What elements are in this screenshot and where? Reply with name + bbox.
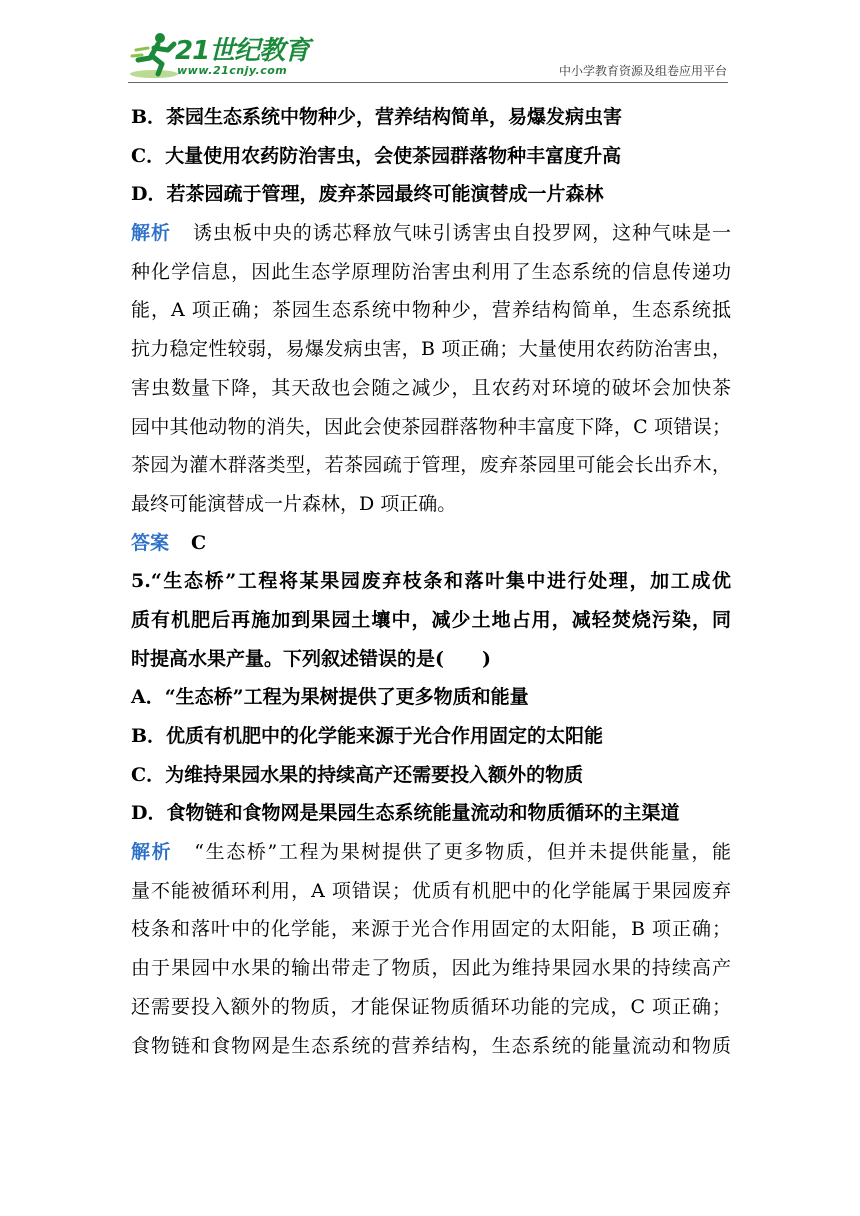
q5-option-c: C．为维持果园水果的持续高产还需要投入额外的物质 xyxy=(131,763,584,786)
header-divider xyxy=(128,82,728,83)
q5-analysis-label: 解析 xyxy=(131,841,173,864)
q5-analysis-line: 食物链和食物网是生态系统的营养结构，生态系统的能量流动和物质 xyxy=(131,1034,731,1057)
q5-option-d: D．食物链和食物网是果园生态系统能量流动和物质循环的主渠道 xyxy=(131,802,680,825)
q4-answer-value: C xyxy=(191,531,207,554)
q4-analysis-line: 园中其他动物的消失，因此会使茶园群落物种丰富度下降，C 项错误； xyxy=(131,415,731,438)
q5-stem-line: 质有机肥后再施加到果园土壤中，减少土地占用，减轻焚烧污染，同 xyxy=(131,608,731,631)
q4-analysis-line: 害虫数量下降，其天敌也会随之减少，且农药对环境的破坏会加快茶 xyxy=(131,376,731,399)
header-tagline: 中小学教育资源及组卷应用平台 xyxy=(558,64,727,78)
q4-analysis-line: 抗力稳定性较弱，易爆发病虫害，B 项正确；大量使用农药防治害虫， xyxy=(131,338,731,361)
q5-option-a: A．“生态桥”工程为果树提供了更多物质和能量 xyxy=(131,686,529,709)
q4-analysis-line: 种化学信息，因此生态学原理防治害虫利用了生态系统的信息传递功 xyxy=(131,260,731,283)
q5-analysis-line: 由于果园中水果的输出带走了物质，因此为维持果园水果的持续高产 xyxy=(131,957,731,980)
q4-analysis-line: 解析 诱虫板中央的诱芯释放气味引诱害虫自投罗网，这种气味是一 xyxy=(131,222,731,245)
page-header xyxy=(0,0,860,90)
q4-option-b: B．茶园生态系统中物种少，营养结构简单，易爆发病虫害 xyxy=(131,106,623,128)
q4-analysis-line: 能，A 项正确；茶园生态系统中物种少，营养结构简单，生态系统抵 xyxy=(131,299,731,322)
logo-url: www.21cnjy.com xyxy=(177,64,288,77)
q4-answer-label: 答案 xyxy=(131,531,170,554)
q4-analysis-line: 茶园为灌木群落类型，若茶园疏于管理，废弃茶园里可能会长出乔木， xyxy=(131,454,731,477)
logo-title: 21世纪教育 xyxy=(175,36,310,66)
q5-analysis-line: 枝条和落叶中的化学能，来源于光合作用固定的太阳能，B 项正确； xyxy=(131,918,731,941)
q5-stem-line: 5.“生态桥”工程将某果园废弃枝条和落叶集中进行处理，加工成优 xyxy=(131,570,731,593)
q4-analysis-label: 解析 xyxy=(131,222,171,245)
q5-analysis-line: 解析 “生态桥”工程为果树提供了更多物质，但并未提供能量，能 xyxy=(131,841,731,864)
q5-option-b: B．优质有机肥中的化学能来源于光合作用固定的太阳能 xyxy=(131,725,604,747)
q5-stem-line: 时提高水果产量。下列叙述错误的是( ) xyxy=(131,647,491,670)
q4-option-d: D．若茶园疏于管理，废弃茶园最终可能演替成一片森林 xyxy=(131,183,604,206)
q4-analysis-line: 最终可能演替成一片森林，D 项正确。 xyxy=(131,492,457,515)
q5-analysis-line: 量不能被循环利用，A 项错误；优质有机肥中的化学能属于果园废弃 xyxy=(131,879,731,902)
q5-analysis-line: 还需要投入额外的物质，才能保证物质循环功能的完成，C 项正确； xyxy=(131,995,731,1018)
document-body xyxy=(131,98,731,1065)
q4-option-c: C．大量使用农药防治害虫，会使茶园群落物种丰富度升高 xyxy=(131,144,622,167)
q4-answer xyxy=(131,524,731,563)
